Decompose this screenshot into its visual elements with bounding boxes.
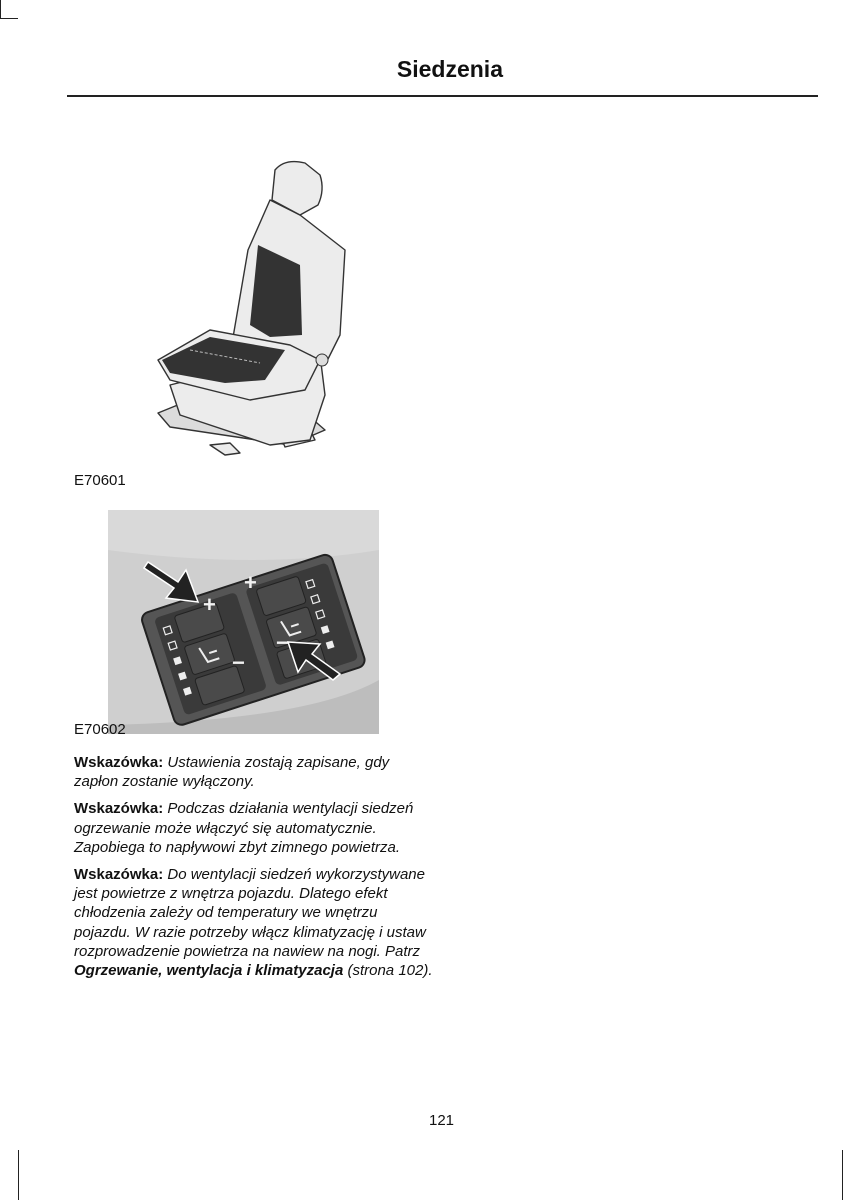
- header-rule: [67, 95, 818, 97]
- page-reference: (strona 102).: [347, 962, 433, 980]
- seat-ventilation-controls-illustration: [108, 510, 379, 734]
- note-text: Ustawienia zostają zapisane, gdy zapłon zostanie wyłączony.: [74, 754, 390, 791]
- note: [74, 753, 434, 791]
- minus-label: −: [232, 650, 245, 675]
- page-title: Siedzenia: [396, 56, 503, 82]
- crop-mark: [842, 1150, 843, 1200]
- cross-reference-link: Ogrzewanie, wentylacja i klimatyzacja: [74, 962, 344, 980]
- note-label: Wskazówka:: [74, 800, 164, 818]
- note: [74, 865, 434, 980]
- crop-mark: [18, 1150, 19, 1200]
- minus-label: −: [276, 630, 289, 655]
- note: [74, 799, 434, 857]
- plus-label: +: [244, 570, 257, 595]
- plus-label: +: [203, 592, 216, 617]
- crop-mark: [0, 18, 18, 19]
- notes-section: [74, 753, 434, 988]
- figure-caption: E70602: [74, 721, 126, 738]
- note-label: Wskazówka:: [74, 866, 164, 884]
- note-text: Podczas działania wentylacji siedzeń ogrzewanie może włączyć się automatycznie. Zapobiega to napływowi zbyt zimnego powietrza.: [74, 800, 414, 856]
- seat-illustration: [150, 155, 350, 470]
- note-text: Do wentylacji siedzeń wykorzystywane jest powietrze z wnętrza pojazdu. Dlatego efekt chłodzenia zależy od temperatury we wnętrzu pojazdu. W razie potrzeby włącz klimatyzację i ustaw rozprowadzenie powietrza na nawiew na nogi. Patrz: [74, 866, 426, 960]
- page-number: 121: [429, 1112, 455, 1129]
- figure-caption: E70601: [74, 472, 126, 489]
- note-label: Wskazówka:: [74, 754, 164, 771]
- crop-mark: [0, 0, 1, 18]
